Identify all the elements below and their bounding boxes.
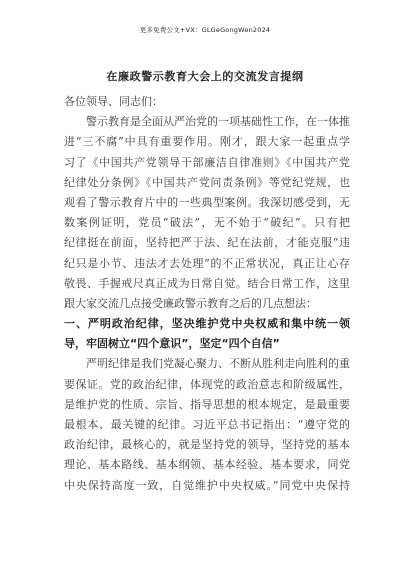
text-line: 进“三不腐”中具有重要作用。刚才，跟大家一起重点学	[64, 135, 350, 149]
text-line: 是维护党的性质、宗旨、指导思想的根本规定，是最重要	[64, 397, 350, 411]
paragraph-1	[64, 112, 350, 314]
text-line: 纪律处分条例》《中国共产党问责条例》等党纪党规，也	[64, 175, 350, 189]
text-line: 纪只是小节、违法才去处理”的不正常状况，真正让心存	[64, 256, 350, 270]
text-line: 敬畏、手握戒尺真正成为日常自觉。结合日常工作，这里	[64, 276, 350, 290]
text-line: 要保证。党的政治纪律，体现党的政治意志和阶级属性，	[64, 377, 350, 391]
text-line: 严明纪律是我们党凝心聚力、不断从胜利走向胜利的重	[86, 357, 350, 371]
text-line: 理论、基本路线、基本纲领、基本经验、基本要求，同党	[64, 458, 350, 472]
greeting: 各位领导、同志们：	[64, 95, 163, 108]
text-line: 观看了警示教育片中的一些典型案例。我深切感受到，无	[64, 195, 350, 209]
text-line: 纪律挺在前面，坚持把严于法、纪在法前，才能克服“违	[64, 236, 350, 250]
text-line: 跟大家交流几点接受廉政警示教育之后的几点想法：	[64, 296, 317, 310]
heading-line: 导，牢固树立“四个意识”，坚定“四个自信”	[64, 337, 280, 351]
paragraph-2	[64, 354, 350, 495]
section-heading-1	[64, 314, 350, 354]
heading-line: 一、严明政治纪律，坚决维护党中央权威和集中统一领	[64, 317, 350, 331]
text-line: 政治纪律，最核心的，就是坚持党的领导，坚持党的基本	[64, 438, 350, 452]
document-body	[64, 92, 350, 496]
text-line: 数案例证明，党员“破法”，无不始于“破纪”。只有把	[64, 216, 350, 230]
text-line: 最根本、最关键的纪律。习近平总书记指出：“遵守党的	[64, 418, 350, 431]
text-line: 警示教育是全面从严治党的一项基础性工作，在一体推	[86, 115, 350, 129]
text-line: 习了《中国共产党领导干部廉洁自律准则》《中国共产党	[64, 155, 350, 169]
document-title: 在廉政警示教育大会上的交流发言提纲	[106, 70, 304, 83]
header-note: 更多免费公文+VX：GLGeGongWen2024	[139, 26, 271, 34]
text-line: 中央保持高度一致，自觉维护中央权威。”同党中央保持	[64, 478, 350, 492]
